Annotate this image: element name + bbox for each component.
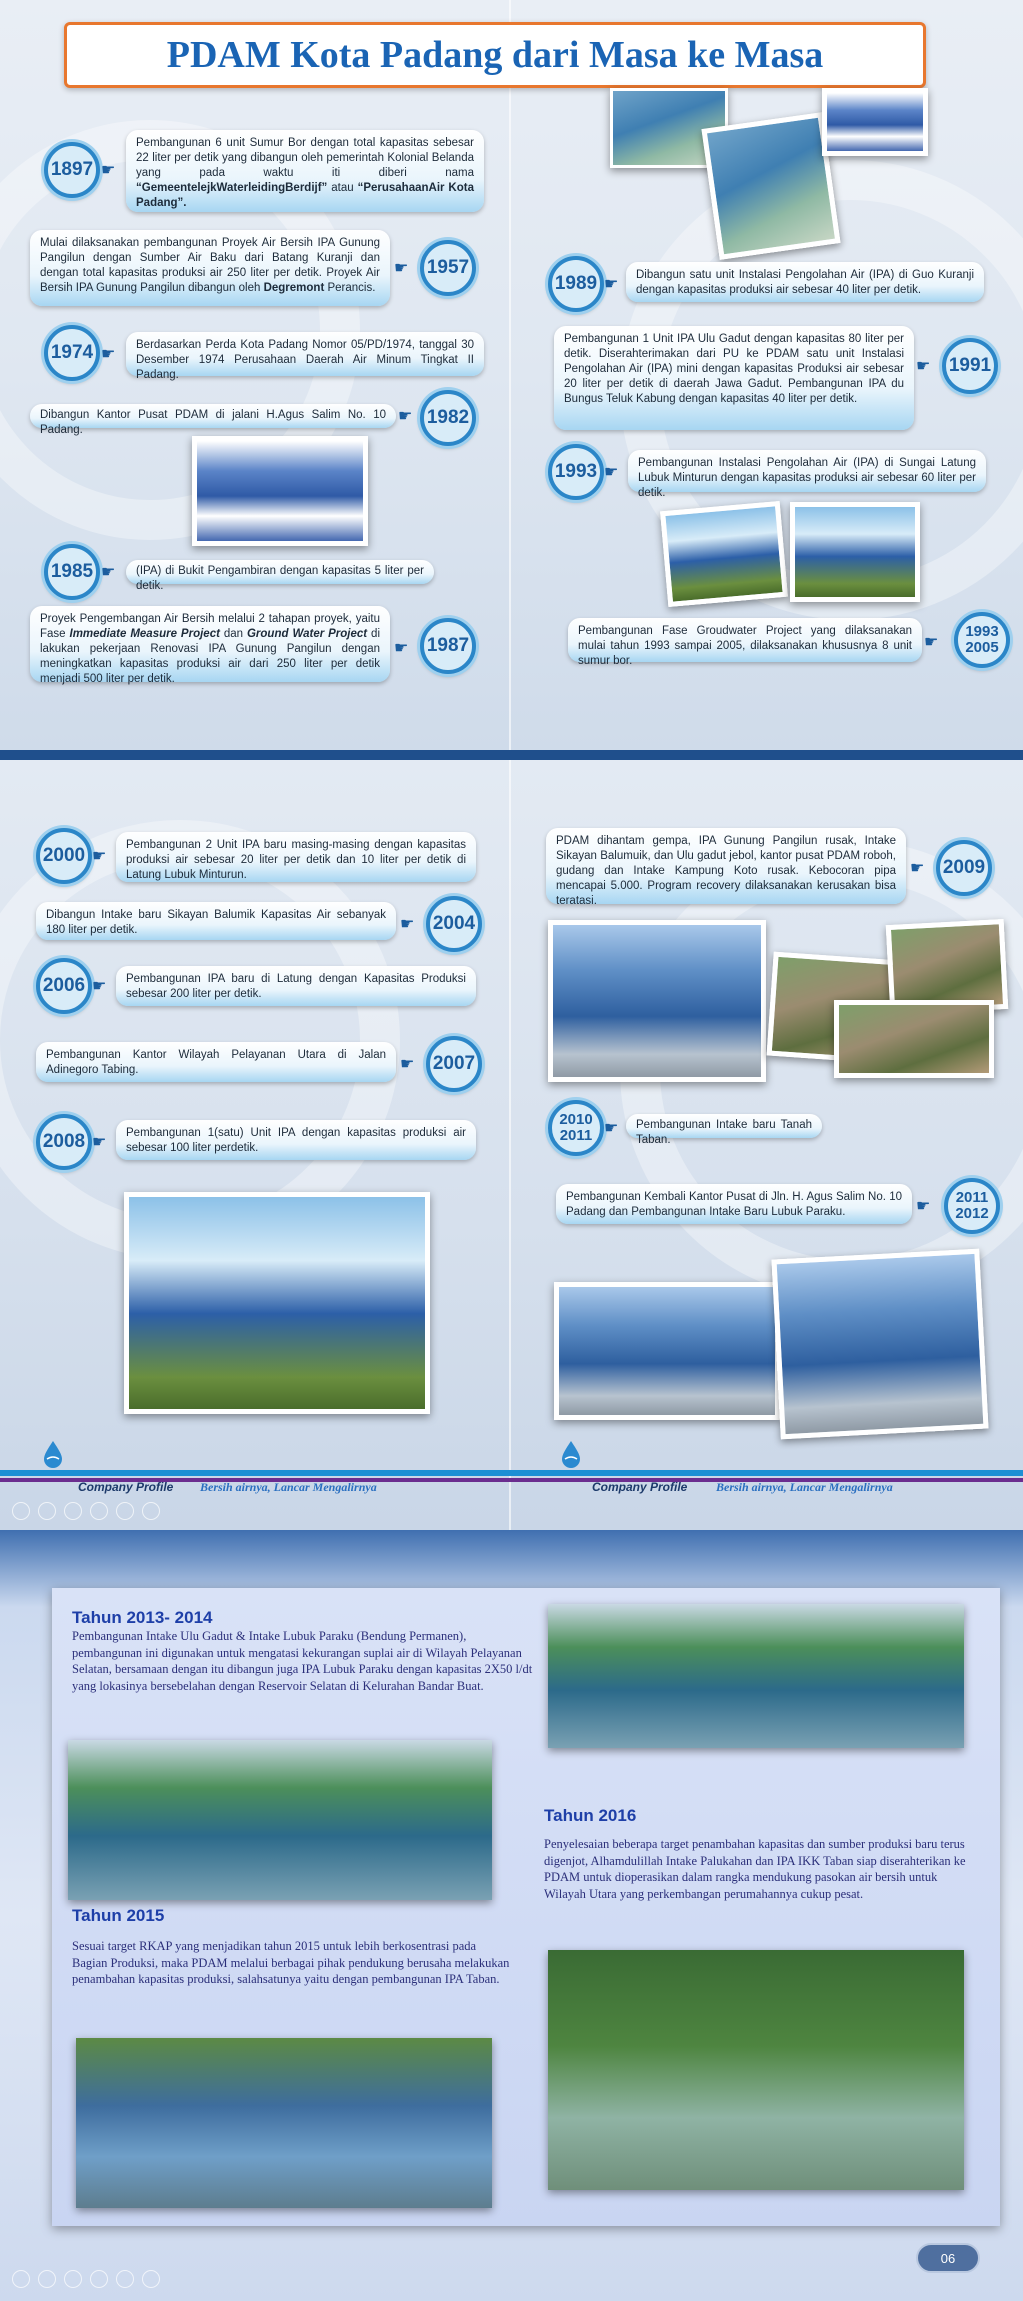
page-title-banner xyxy=(64,22,926,88)
photo-clarifier xyxy=(701,112,840,260)
viewer-menu-button[interactable] xyxy=(142,2270,160,2288)
timeline-entry-1989: Dibangun satu unit Instalasi Pengolahan Air (IPA) di Guo Kuranji dengan kapasitas produksi air sebesar 40 liter per detik. xyxy=(626,262,984,302)
viewer-copy-button[interactable] xyxy=(90,1502,108,1520)
viewer-next-button[interactable] xyxy=(38,1502,56,1520)
pointing-hand-icon: ☛ xyxy=(101,346,116,363)
pointing-hand-icon: ☛ xyxy=(604,1120,619,1137)
photo-intake-river xyxy=(548,1950,964,2190)
footer-slogan: Bersih airnya, Lancar Mengalirnya xyxy=(200,1480,377,1494)
pointing-hand-icon: ☛ xyxy=(910,860,925,877)
photo-new-office-sign xyxy=(771,1249,988,1440)
section-text-2015: Sesuai target RKAP yang menjadikan tahun 2015 untuk lebih berkosentrasi pada Bagian Produksi, maka PDAM melalui berbagai pihak pendukung berusaha melakukan penambahan kapasitas produksi, salahsatunya yaitu dengan pembangunan IPA Taban. xyxy=(72,1939,510,1987)
timeline-page-1 xyxy=(0,0,1023,750)
timeline-entry-2007: Pembangunan Kantor Wilayah Pelayanan Utara di Jalan Adinegoro Tabing. xyxy=(36,1042,396,1082)
pointing-hand-icon: ☛ xyxy=(604,276,619,293)
photo-ipa-taban xyxy=(76,2038,492,2208)
photo-workers-tank xyxy=(660,501,788,607)
year-badge-2009: 2009 xyxy=(936,840,992,896)
year-badge-1991: 1991 xyxy=(942,338,998,394)
pointing-hand-icon: ☛ xyxy=(101,564,116,581)
timeline-entry-1987: Proyek Pengembangan Air Bersih melalui 2 tahapan proyek, yaitu Fase Immediate Measure Project dan Ground Water Project di lakukan pekerjaan Renovasi IPA Gunung Pangilun dengan meningkatkan kapasitas produksi air dari 250 liter per detik menjadi 500 liter per detik. xyxy=(30,606,390,682)
photo-construction-site xyxy=(548,1604,964,1748)
pointing-hand-icon: ☛ xyxy=(92,1134,107,1151)
year-badge-2000: 2000 xyxy=(36,828,92,884)
timeline-entry-2010-2011: Pembangunan Intake baru Tanah Taban. xyxy=(626,1114,822,1138)
section-title-2013-2014: Tahun 2013- 2014 xyxy=(72,1608,213,1627)
photo-intake-blue-roofs xyxy=(68,1740,492,1900)
timeline-entry-2009: PDAM dihantam gempa, IPA Gunung Pangilun rusak, Intake Sikayan Balumuik, dan Ulu gadut jebol, kantor pusat PDAM roboh, gudang dan Intake Kampung Koto rusak. Kebocoran pipa mencapai 5.000. Program recovery dilaksanakan kerusakan bisa teratasi. xyxy=(546,828,906,904)
year-badge-1989: 1989 xyxy=(548,256,604,312)
viewer-next-button[interactable] xyxy=(38,2270,56,2288)
viewer-prev-button[interactable] xyxy=(12,1502,30,1520)
year-badge-1987: 1987 xyxy=(420,618,476,674)
year-badge-2007: 2007 xyxy=(426,1036,482,1092)
company-profile-label: Company Profile xyxy=(592,1480,688,1494)
viewer-prev-button[interactable] xyxy=(12,2270,30,2288)
timeline-entry-2008: Pembangunan 1(satu) Unit IPA dengan kapasitas produksi air sebesar 100 liter perdetik. xyxy=(116,1120,476,1160)
pointing-hand-icon: ☛ xyxy=(924,634,939,651)
viewer-zoom-button[interactable] xyxy=(116,2270,134,2288)
year-badge-2004: 2004 xyxy=(426,896,482,952)
year-badge-1985: 1985 xyxy=(44,544,100,600)
pointing-hand-icon: ☛ xyxy=(400,916,415,933)
page-spine xyxy=(509,0,511,750)
page-title: PDAM Kota Padang dari Masa ke Masa xyxy=(166,34,824,76)
photo-pump-room xyxy=(822,88,928,156)
pdam-logo-icon xyxy=(558,1440,584,1470)
company-profile-label: Company Profile xyxy=(78,1480,174,1494)
footer-stripe xyxy=(0,1470,1023,1476)
pointing-hand-icon: ☛ xyxy=(92,848,107,865)
timeline-entry-1991: Pembangunan 1 Unit IPA Ulu Gadut dengan kapasitas 80 liter per detik. Diserahterimakan dari PU ke PDAM satu unit Instalasi Pengolahan Air (IPA) mini dengan kapasitas Produksi air sebesar 20 liter per detik di daerah Jawa Gadut. Pembangunan IPA du Bungus Teluk Kabung dengan kapasitas 40 liter per detik. xyxy=(554,326,914,430)
timeline-entry-1993: Pembangunan Instalasi Pengolahan Air (IPA) di Sungai Latung Lubuk Minturun dengan kapasitas produksi air sebesar 60 liter per detik. xyxy=(628,450,986,492)
year-badge-1982: 1982 xyxy=(420,390,476,446)
timeline-entry-2000: Pembangunan 2 Unit IPA baru masing-masing dengan kapasitas produksi air sebesar 20 liter per detik dan 10 liter per detik di Latung Lubuk Minturun. xyxy=(116,832,476,882)
section-text-2013-2014: Pembangunan Intake Ulu Gadut & Intake Lubuk Paraku (Bendung Permanen), pembangunan ini digunakan untuk mengatasi kekurangan suplai air di Wilayah Pelayanan Selatan, bersamaan dengan itu dibangun juga IPA Lubuk Paraku dengan kapasitas 2X50 l/dt yang lokasinya bersebelahan dengan Reservoir Selatan di Kelurahan Bandar Buat. xyxy=(72,1629,533,1693)
year-badge-2008: 2008 xyxy=(36,1114,92,1170)
viewer-pen-button[interactable] xyxy=(64,1502,82,1520)
year-badge-2010-2011: 2010 2011 xyxy=(548,1100,604,1156)
pointing-hand-icon: ☛ xyxy=(394,260,409,277)
year-badge-2006: 2006 xyxy=(36,958,92,1014)
pdam-logo-icon xyxy=(40,1440,66,1470)
timeline-entry-1974: Berdasarkan Perda Kota Padang Nomor 05/PD/1974, tanggal 30 Desember 1974 Perusahaan Daerah Air Minum Tingkat II Padang. xyxy=(126,332,484,376)
timeline-entry-2011-2012: Pembangunan Kembali Kantor Pusat di Jln. H. Agus Salim No. 10 Padang dan Pembangunan Intake Baru Lubuk Paraku. xyxy=(556,1184,912,1224)
year-badge-2011-2012: 2011 2012 xyxy=(944,1178,1000,1234)
year-badge-1957: 1957 xyxy=(420,240,476,296)
section-title-2016: Tahun 2016 xyxy=(544,1806,637,1825)
pointing-hand-icon: ☛ xyxy=(400,1056,415,1073)
page-number-badge: 06 xyxy=(916,2243,980,2273)
photo-collapsed-office xyxy=(548,920,766,1082)
viewer-zoom-button[interactable] xyxy=(116,1502,134,1520)
viewer-copy-button[interactable] xyxy=(90,2270,108,2288)
timeline-entry-1985: (IPA) di Bukit Pengambiran dengan kapasitas 5 liter per detik. xyxy=(126,560,434,584)
pointing-hand-icon: ☛ xyxy=(398,408,413,425)
timeline-page-2 xyxy=(0,760,1023,1530)
timeline-entry-1993-2005: Pembangunan Fase Groudwater Project yang dilaksanakan mulai tahun 1993 sampai 2005, dilaksanakan khususnya 8 unit sumur bor. xyxy=(568,618,922,662)
timeline-entry-2006: Pembangunan IPA baru di Latung dengan Kapasitas Produksi sebesar 200 liter per detik. xyxy=(116,966,476,1006)
viewer-menu-button[interactable] xyxy=(142,1502,160,1520)
footer-slogan: Bersih airnya, Lancar Mengalirnya xyxy=(716,1480,893,1494)
content-sheet xyxy=(52,1588,1000,2226)
pointing-hand-icon: ☛ xyxy=(604,464,619,481)
page-spine xyxy=(509,760,511,1530)
year-badge-1993-2005: 1993 2005 xyxy=(954,612,1010,668)
year-badge-1993: 1993 xyxy=(548,444,604,500)
timeline-entry-1957: Mulai dilaksanakan pembangunan Proyek Air Bersih IPA Gunung Pangilun dengan Sumber Air Baku dari Batang Kuranji dan dengan total kapasitas produksi air 250 liter per detik. Proyek Air Bersih IPA Gunung Pangilun dibangun oleh Degremont Perancis. xyxy=(30,230,390,306)
viewer-pen-button[interactable] xyxy=(64,2270,82,2288)
photo-pdam-logo-wall xyxy=(192,436,368,546)
pointing-hand-icon: ☛ xyxy=(92,978,107,995)
photo-repair-work xyxy=(834,1000,994,1078)
pointing-hand-icon: ☛ xyxy=(916,1198,931,1215)
pointing-hand-icon: ☛ xyxy=(916,358,931,375)
section-title-2015: Tahun 2015 xyxy=(72,1906,165,1925)
timeline-entry-1982: Dibangun Kantor Pusat PDAM di jalani H.Agus Salim No. 10 Padang. xyxy=(30,404,396,428)
year-badge-1897: 1897 xyxy=(44,142,100,198)
timeline-entry-2004: Dibangun Intake baru Sikayan Balumik Kapasitas Air sebanyak 180 liter per detik. xyxy=(36,902,396,940)
year-badge-1974: 1974 xyxy=(44,325,100,381)
pointing-hand-icon: ☛ xyxy=(101,162,116,179)
photo-new-office xyxy=(554,1282,780,1420)
pointing-hand-icon: ☛ xyxy=(394,640,409,657)
photo-blue-tank xyxy=(790,502,920,602)
section-text-2016: Penyelesaian beberapa target penambahan kapasitas dan sumber produksi baru terus digenjot, Alhamdulillah Intake Palukahan dan IPA IKK Taban siap diserahterikan ke PDAM untuk dioperasikan dalam rangka mendukung pasokan air bersih untuk Wilayah Utara yang perkembangan perumahannya cukup pesat. xyxy=(544,1837,966,1901)
photo-ipa-tanks xyxy=(124,1192,430,1414)
timeline-entry-1897: Pembangunan 6 unit Sumur Bor dengan total kapasitas sebesar 22 liter per detik yang dibangun oleh pemerintah Kolonial Belanda yang pada waktu iti diberi nama “GemeentelejkWaterleidingBerdijf” atau “PerusahaanAir Kota Padang”. xyxy=(126,130,484,212)
